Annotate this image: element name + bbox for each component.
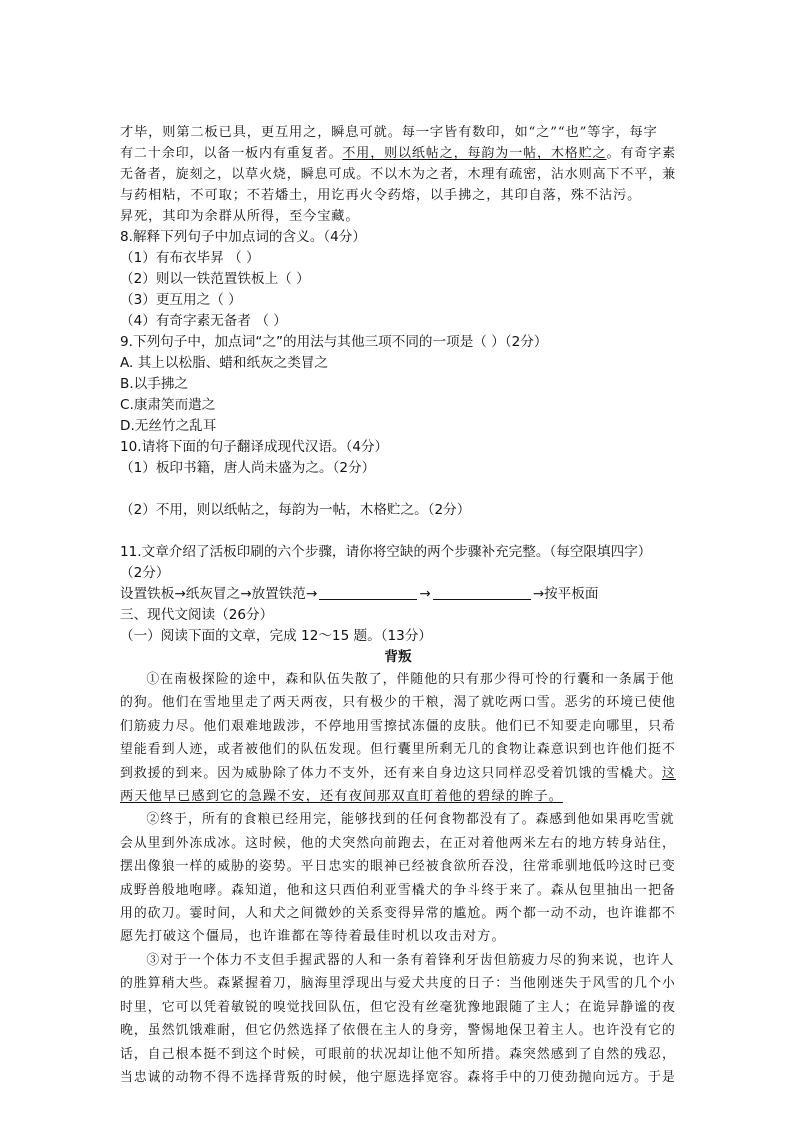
answer-space [120,521,676,542]
answer-blank-1[interactable] [319,585,417,600]
text-line: ①在南极探险的途中，森和队伍失散了，伴随他的只有那少得可怜的行囊和一条属于他 [146,672,675,687]
text-line: 昇死，其印为余群从所得，至今宝藏。 [120,209,360,224]
text-segment: 。有奇字素 [606,146,677,161]
article-paragraph-2 [120,808,676,948]
underlined-sentence: 不用，则以纸帖之，每韵为一帖，木格贮之 [342,146,607,161]
steps-prefix: 设置铁板→纸灰冒之→放置铁范→ [120,586,318,602]
question-8 [120,227,676,332]
text-line: 当忠诚的动物不得不选择背叛的时候，他宁愿选择宽容。森将手中的刀使劲抛向远方。于是 [120,1069,676,1085]
question-item: （4）有奇字素无备者 （ ） [120,313,287,329]
text-segment: 到救援的到来。因为威胁除了体力不支外，还有来自身边这只同样忍受着饥饿的雪橇犬。 [120,765,662,781]
question-item: （2）不用，则以纸帖之，每韵为一帖，木格贮之。（2分） [120,502,471,518]
question-stem: 9.下列句子中，加点词“之”的用法与其他三项不同的一项是（ ）（2分） [120,334,548,350]
text-line [120,143,676,164]
underlined-sentence: 两天他早已感到它的急躁不安，还有夜间那双直盯着他的碧绿的眸子。 [120,789,563,805]
option-c: C.康肃笑而遣之 [120,397,216,413]
text-line: 话，自己根本挺不到这个时候，可眼前的状况却让他不知所措。森突然感到了自然的残忍， [120,1046,676,1062]
answer-space [120,479,676,500]
arrow: → [419,586,431,602]
question-stem: 10.请将下面的句子翻译成现代汉语。（4分） [120,439,389,455]
text-line [120,762,676,785]
article-title: 背叛 [384,649,412,665]
steps-line [120,584,676,605]
section-heading: 三、现代文阅读（26分） [120,607,274,623]
question-item: （1）板印书籍，唐人尚未盛为之。（2分） [120,460,376,476]
article-paragraph-1 [120,668,676,808]
question-11 [120,542,676,605]
option-a: A. 其上以松脂、蜡和纸灰之类冒之 [120,355,329,371]
answer-blank-2[interactable] [433,585,531,600]
text-segment: 有二十余印，以备一板内有重复者。 [120,146,343,161]
text-line: 用的砍刀。霎时间，人和犬之间微妙的关系变得异常的尴尬。两个都一动不动，也许谁都不 [120,906,676,922]
text-line: 才毕，则第二板已具，更互用之，瞬息可就。每一字皆有数印，如“之”“也”等字，每字 [120,125,658,140]
text-line: ③对于一个体力不支但手握武器的人和一条有着锋利牙齿但筋疲力尽的狗来说，也许人 [146,952,675,968]
text-line: 会从里到外冻成冰。这时候，他的犬突然向前跑去，在正对着他两米左右的地方转身站住， [120,835,676,851]
text-line: 摆出像狼一样的威胁的姿势。平日忠实的眼神已经被食欲所吞没，往常乖驯地低吟这时已变 [120,859,676,875]
question-stem: 11.文章介绍了活板印刷的六个步骤，请你将空缺的两个步骤补充完整。（每空限填四字） [120,544,652,560]
subsection-heading: （一）阅读下面的文章，完成 12～15 题。（13分） [120,628,433,644]
page-content [120,122,676,1089]
question-item: （3）更互用之（ ） [120,292,242,308]
text-line: 与药相粘，不可取；不若燔土，用讫再火令药熔，以手拂之，其印自落，殊不沾污。 [120,188,642,203]
section-3 [120,605,676,647]
article-paragraph-3 [120,949,676,1089]
classical-text [120,122,676,227]
option-b: B.以手拂之 [120,376,189,392]
text-line: 无备者，旋刻之，以草火烧，瞬息可成。不以木为之者，木理有疏密，沾水则高下不平，兼 [120,167,677,182]
question-stem: 8.解释下列句子中加点词的含义。（4分） [120,229,366,245]
question-9 [120,332,676,437]
text-line: 的狗。他们在雪地里走了两天两夜，只有极少的干粮，渴了就吃两口雪。恶劣的环境已使他 [120,695,676,711]
text-line: 们筋疲力尽。他们艰难地跋涉，不停地用雪擦拭冻僵的皮肤。他们已不知要走向哪里，只希 [120,718,676,734]
text-line: 愿先打破这个僵局，也许谁都在等待着最佳时机以攻击对方。 [120,929,506,945]
option-d: D.无丝竹之乱耳 [120,418,217,434]
question-item: （1）有布衣毕昇 （ ） [120,250,260,266]
text-line: 成野兽般地咆哮。森知道，他和这只西伯利亚雪橇犬的争斗终于来了。森从包里抽出一把备 [120,882,676,898]
underlined-sentence: 这 [661,765,676,781]
question-10 [120,437,676,542]
steps-suffix: →按平板面 [532,586,599,602]
text-line [120,785,676,808]
text-line: 望能看到人迹，或者被他们的队伍发现。但行囊里所剩无几的食物让森意识到也许他们挺不 [120,742,676,758]
text-line: 的胜算稍大些。森紧握着刀，脑海里浮现出与爱犬共度的日子：当他刚迷失于风雪的几个小 [120,976,676,992]
question-item: （2）则以一铁范置铁板上（ ） [120,271,310,287]
question-stem-cont: （2分） [120,565,170,581]
text-line: ②终于，所有的食粮已经用完，能够找到的任何食物都没有了。森感到他如果再吃雪就 [146,812,675,828]
text-line: 晚，虽然饥饿难耐，但它仍然选择了依偎在主人的身旁，警惕地保卫着主人。也许没有它的 [120,1023,676,1039]
text-line: 时里，它可以凭着敏锐的嗅觉找回队伍，但它没有丝毫犹豫地跟随了主人；在诡异静谧的夜 [120,999,676,1015]
